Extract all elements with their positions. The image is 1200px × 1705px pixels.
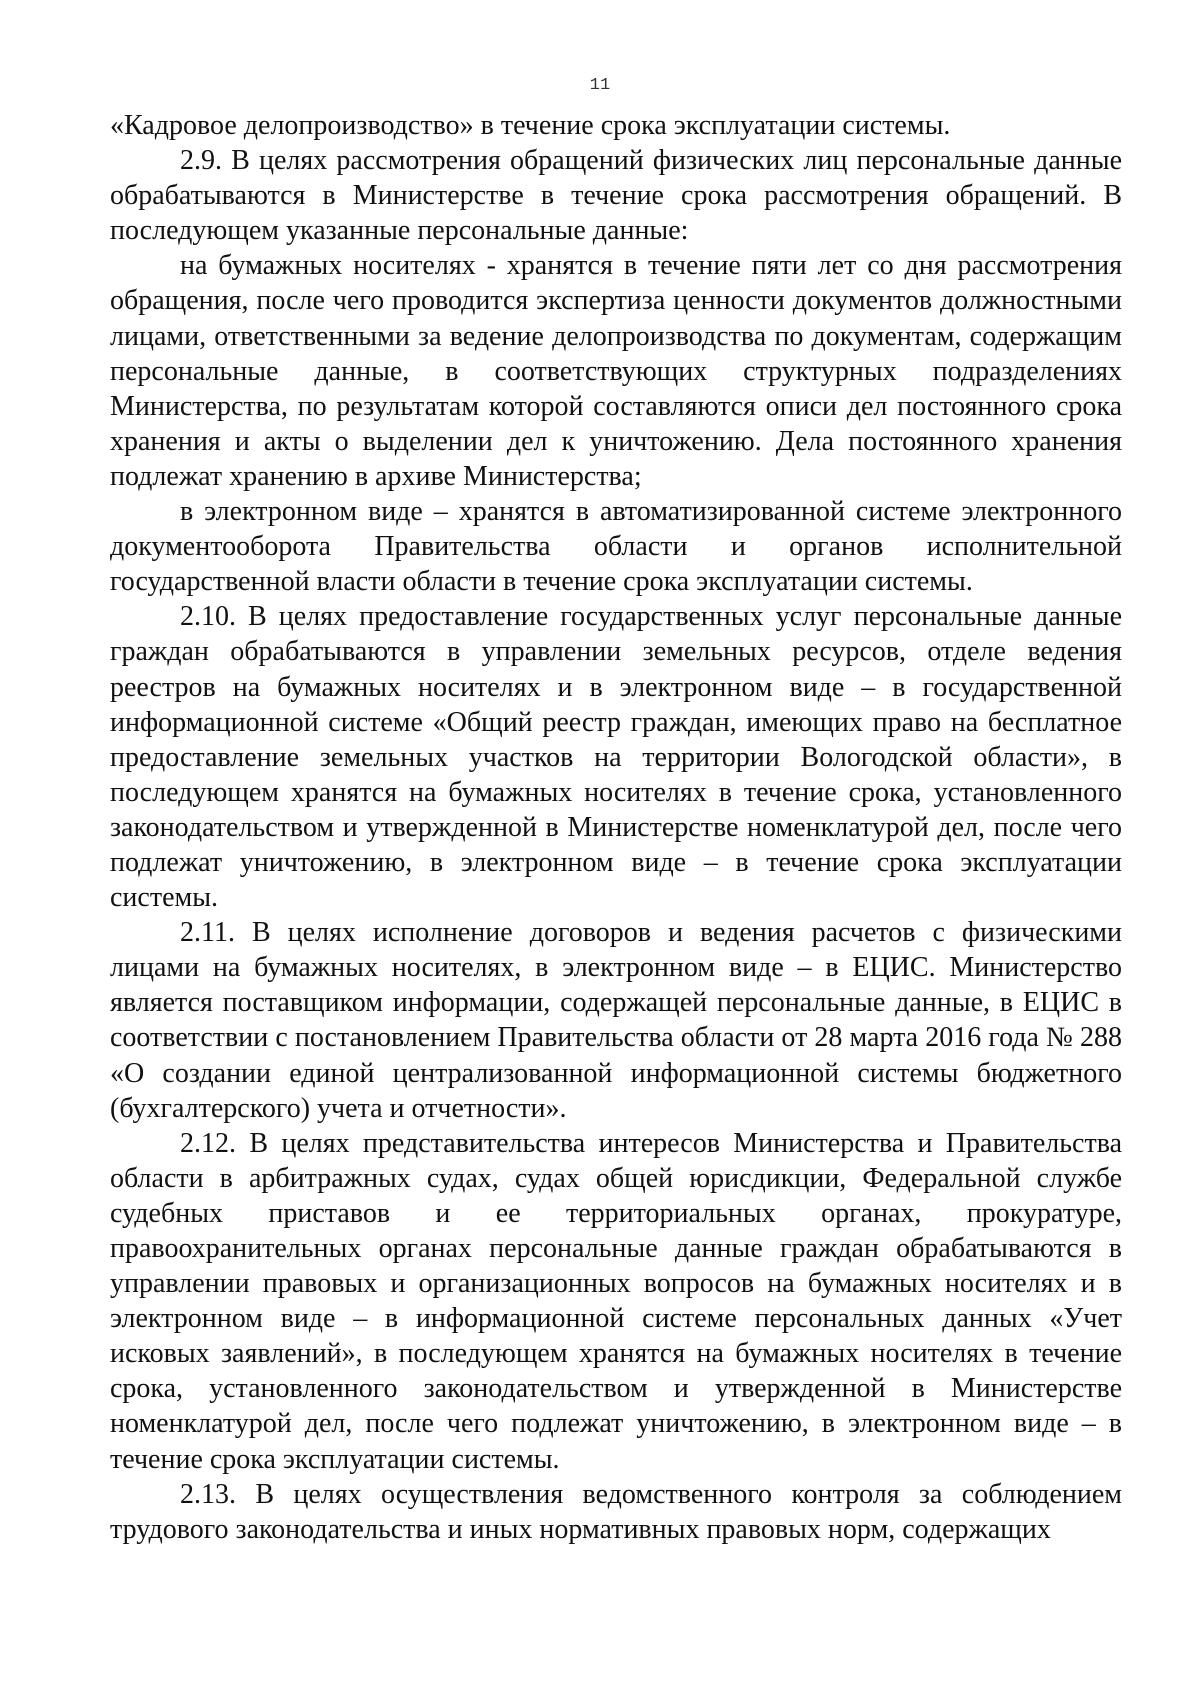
document-body — [110, 108, 1122, 1547]
paragraph-2-10: 2.10. В целях предоставление государственных услуг персональные данные граждан обрабатываются в управлении земельных ресурсов, отделе ведения реестров на бумажных носителях и в электронном виде – в государственной информационной системе «Общий реестр граждан, имеющих право на бесплатное предоставление земельных участков на территории Вологодской области», в последующем хранятся на бумажных носителях в течение срока, установленного законодательством и утвержденной в Министерстве номенклатурой дел, после чего подлежат уничтожению, в электронном виде – в течение срока эксплуатации системы. — [110, 601, 1122, 914]
paragraph-2-11: 2.11. В целях исполнение договоров и ведения расчетов с физическими лицами на бумажных носителях, в электронном виде – в ЕЦИС. Министерство является поставщиком информации, содержащей персональные данные, в ЕЦИС в соответствии с постановлением Правительства области от 28 марта 2016 года № 288 «О создании единой централизованной информационной системы бюджетного (бухгалтерского) учета и отчетности». — [110, 917, 1122, 1124]
paragraph-electronic-storage: в электронном виде – хранятся в автоматизированной системе электронного документооборота Правительства области и органов исполнительной государственной власти области в течение срока эксплуатации системы. — [110, 496, 1122, 598]
paragraph-paper-storage: на бумажных носителях - хранятся в течение пяти лет со дня рассмотрения обращения, после чего проводится экспертиза ценности документов должностными лицами, ответственными за ведение делопроизводства по документам, содержащим персональные данные, в соответствующих структурных подразделениях Министерства, по результатам которой составляются описи дел постоянного срока хранения и акты о выделении дел к уничтожению. Дела постоянного хранения подлежат хранению в архиве Министерства; — [110, 250, 1122, 492]
paragraph-2-9: 2.9. В целях рассмотрения обращений физических лиц персональные данные обрабатываются в Министерстве в течение срока рассмотрения обращений. В последующем указанные персональные данные: — [110, 145, 1122, 247]
paragraph-2-13: 2.13. В целях осуществления ведомственного контроля за соблюдением трудового законодательства и иных нормативных правовых норм, содержащих — [110, 1478, 1122, 1545]
page-number: 11 — [589, 76, 611, 95]
paragraph-2-12: 2.12. В целях представительства интересов Министерства и Правительства области в арбитражных судах, судах общей юрисдикции, Федеральной службе судебных приставов и ее территориальных органах, прокуратуре, правоохранительных органах персональные данные граждан обрабатываются в управлении правовых и организационных вопросов на бумажных носителях и в электронном виде – в информационной системе персональных данных «Учет исковых заявлений», в последующем хранятся на бумажных носителях в течение срока, установленного законодательством и утвержденной в Министерстве номенклатурой дел, после чего подлежат уничтожению, в электронном виде – в течение срока эксплуатации системы. — [110, 1127, 1122, 1475]
paragraph-kadrovoe-continuation: «Кадровое делопроизводство» в течение срока эксплуатации системы. — [110, 110, 951, 141]
